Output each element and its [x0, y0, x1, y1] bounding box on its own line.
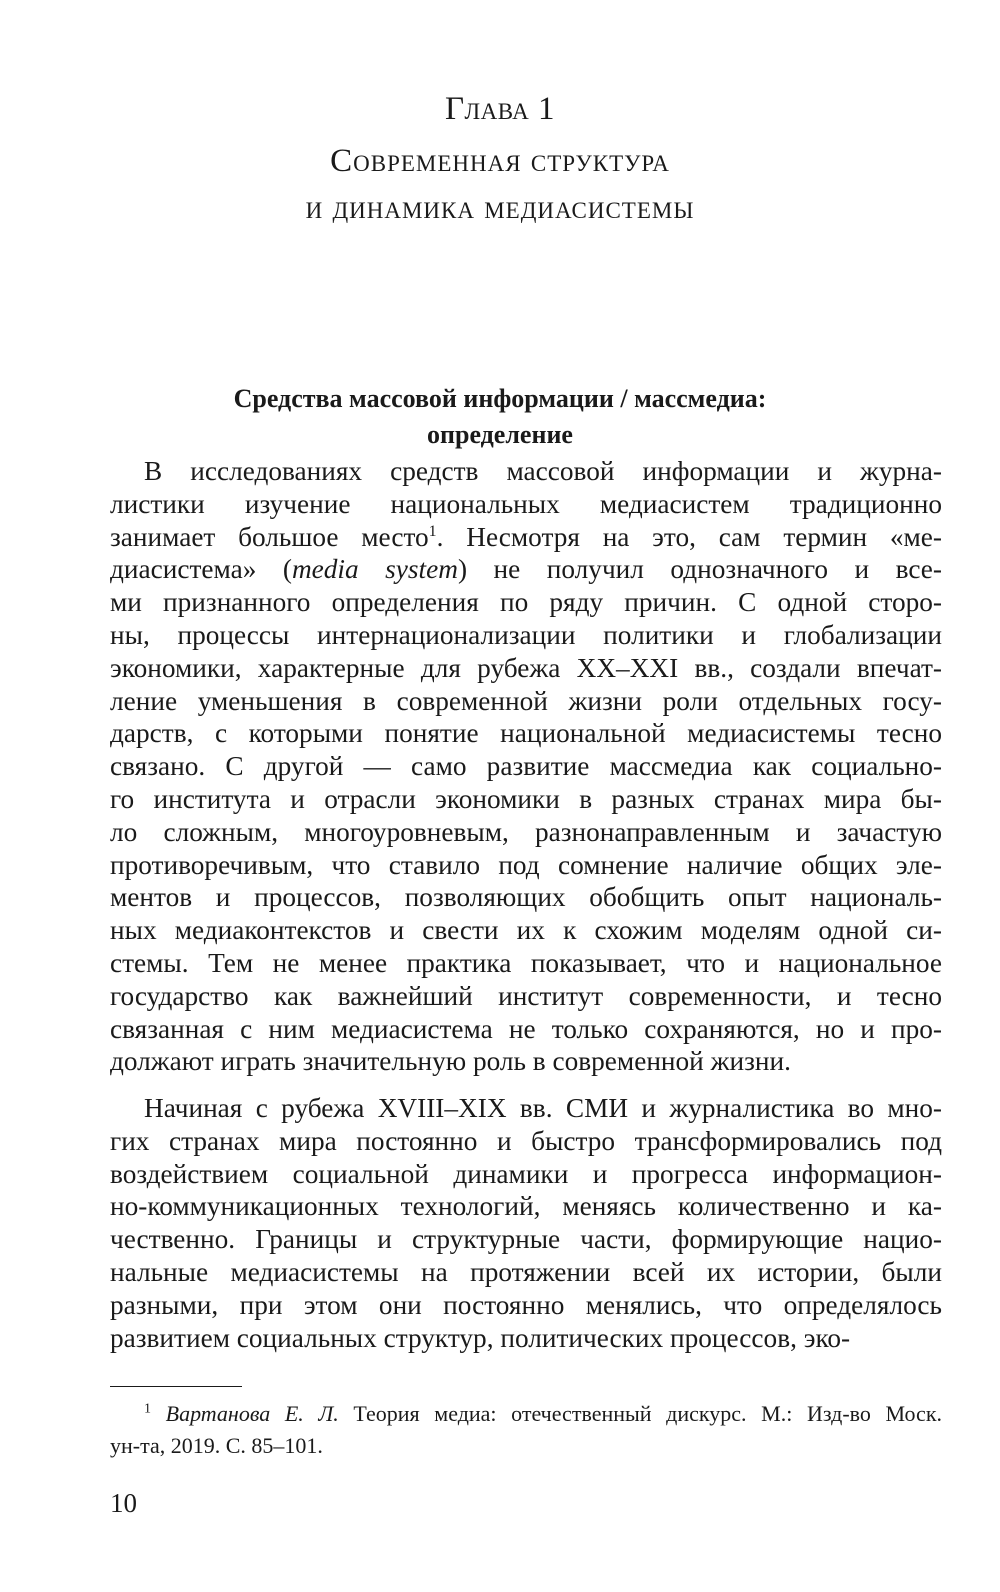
text-line: ны, процессы интернационализации политики и глобализации — [110, 619, 942, 650]
text-line: противоречивым, что ставило под сомнение наличие общих эле- — [110, 849, 942, 880]
text-line: Начиная с рубежа XVIII–XIX вв. СМИ и журналистика во мно- — [144, 1093, 942, 1123]
text-line: чественно. Границы и структурные части, формирующие нацио- — [110, 1224, 942, 1255]
text-line: связанная с ним медиасистема не только сохраняются, но и про- — [110, 1013, 942, 1044]
text-line: ми признанного определения по ряду причин. С одной сторо- — [110, 587, 942, 618]
text-line: го института и отрасли экономики в разных странах мира бы- — [110, 783, 942, 814]
text-line: нальные медиасистемы на протяжении всей их истории, были — [110, 1256, 942, 1287]
footnote-reference: 1 — [428, 522, 437, 540]
footnote-line-1 — [110, 1398, 942, 1430]
chapter-title — [0, 138, 1000, 232]
footnote-marker: 1 — [144, 1401, 151, 1417]
section-heading-line-2: определение — [427, 420, 573, 449]
text-line: ло сложным, многоуровневым, разнонаправленным и зачастую — [110, 816, 942, 847]
text-line — [110, 521, 942, 554]
text-line: связано. С другой — само развитие массмедиа как социально- — [110, 751, 942, 782]
footnote-author: Вартанова Е. Л. — [165, 1401, 339, 1426]
text-line — [110, 553, 942, 586]
text-line: разными, при этом они постоянно менялись, что определялось — [110, 1289, 942, 1320]
footnote-line-2: ун-та, 2019. С. 85–101. — [110, 1433, 323, 1458]
text-line: гих странах мира постоянно и быстро трансформировались под — [110, 1125, 942, 1156]
text-segment: занимает большое место — [110, 521, 429, 552]
text-line: должают играть значительную роль в современной жизни. — [110, 1046, 791, 1077]
text-line: но-коммуникационных технологий, меняясь количественно и ка- — [110, 1191, 942, 1222]
text-line: ление уменьшения в современной жизни роли отдельных госу- — [110, 685, 942, 716]
text-line: листики изучение национальных медиасистем традиционно — [110, 488, 942, 519]
text-line: дарств, с которыми понятие национальной медиасистемы тесно — [110, 718, 942, 749]
italic-term: media system — [291, 554, 458, 585]
footnote-divider — [110, 1386, 242, 1387]
section-heading — [100, 381, 900, 453]
text-line: воздействием социальной динамики и прогресса информацион- — [110, 1158, 942, 1189]
section-heading-line-1: Средства массовой информации / массмедиа: — [233, 384, 767, 413]
text-line: экономики, характерные для рубежа XX–XXI вв., создали впечат- — [110, 652, 942, 683]
text-line: стемы. Тем не менее практика показывает, что и национальное — [110, 947, 942, 978]
text-line: ных медиаконтекстов и свести их к схожим моделям одной си- — [110, 915, 942, 946]
footnote-citation: Теория медиа: отечественный дискурс. М.: Изд-во Моск. — [338, 1401, 943, 1426]
paragraph-2 — [110, 1092, 942, 1354]
text-line: В исследованиях средств массовой информации и журна- — [144, 456, 942, 486]
text-line: государство как важнейший институт современности, и тесно — [110, 980, 942, 1011]
footnote — [110, 1398, 942, 1462]
text-segment: . Несмотря на это, сам термин «ме- — [436, 521, 942, 552]
paragraph-1 — [110, 455, 942, 1078]
chapter-label: Глава 1 — [444, 91, 556, 127]
text-segment: ) не получил однозначного и все- — [457, 554, 943, 585]
chapter-title-line-2: и динамика медиасистемы — [305, 190, 695, 226]
text-line: ментов и процессов, позволяющих обобщить опыт националь- — [110, 882, 942, 913]
text-line: развитием социальных структур, политических процессов, эко- — [110, 1322, 851, 1353]
page-number: 10 — [110, 1488, 137, 1518]
chapter-title-line-1: Современная структура — [330, 143, 670, 179]
text-segment: диасистема» ( — [110, 554, 292, 585]
